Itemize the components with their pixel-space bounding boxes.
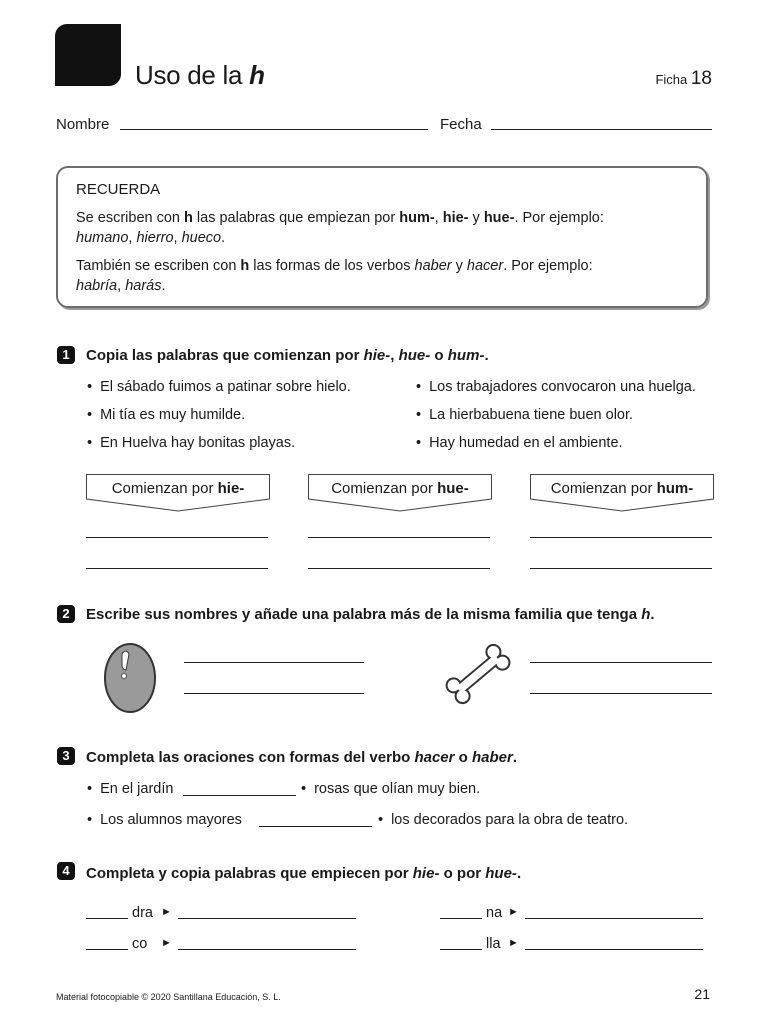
nombre-field[interactable]: [120, 129, 428, 130]
recuerda-box: [56, 166, 708, 308]
tag-box-hue: [308, 474, 492, 514]
header-tab-block: [55, 24, 121, 86]
q4-copy-blank-1[interactable]: [178, 918, 356, 919]
q4-prefix-blank-3[interactable]: [440, 918, 482, 919]
answer-line-hue-2[interactable]: [308, 568, 490, 569]
q1-bullet-left-3: • En Huelva hay bonitas playas.: [87, 435, 295, 451]
ficha-number: 18: [690, 68, 712, 89]
q4-word-part-dra: dra: [132, 905, 153, 921]
answer-line-hue-1[interactable]: [308, 537, 490, 538]
fecha-label: Fecha: [440, 116, 482, 133]
arrow-right-icon: ►: [161, 937, 172, 949]
q3-sentence-1-end: • rosas que olían muy bien.: [301, 781, 480, 797]
question-4-text: Completa y copia palabras que empiecen por hie- o por hue-.: [86, 865, 522, 882]
q1-bullet-right-3: • Hay humedad en el ambiente.: [416, 435, 623, 451]
recuerda-heading: RECUERDA: [76, 181, 161, 198]
bone-icon: [438, 638, 518, 710]
tag-label-hue: Comienzan por hue-: [331, 480, 469, 497]
recuerda-paragraph-2: También se escriben con h las formas de los verbos haber y hacer. Por ejemplo: habría, harás.: [76, 258, 593, 294]
page-number: 21: [694, 986, 710, 1002]
q4-prefix-blank-1[interactable]: [86, 918, 128, 919]
q3-sentence-2-start: • Los alumnos mayores: [87, 812, 242, 828]
ficha-label: Ficha 18: [655, 68, 712, 89]
q1-bullet-right-1: • Los trabajadores convocaron una huelga.: [416, 379, 696, 395]
answer-line-hum-2[interactable]: [530, 568, 712, 569]
footer-copyright: Material fotocopiable © 2020 Santillana Educación, S. L.: [56, 992, 281, 1002]
answer-line-hie-2[interactable]: [86, 568, 268, 569]
q4-copy-blank-4[interactable]: [525, 949, 703, 950]
arrow-right-icon: ►: [508, 906, 519, 918]
fecha-field[interactable]: [491, 129, 712, 130]
question-4-number: 4: [57, 862, 75, 880]
answer-line-hum-1[interactable]: [530, 537, 712, 538]
arrow-right-icon: ►: [508, 937, 519, 949]
answer-line-egg-2[interactable]: [184, 693, 364, 694]
answer-line-egg-1[interactable]: [184, 662, 364, 663]
tag-label-hie: Comienzan por hie-: [111, 480, 245, 497]
q3-blank-1[interactable]: [183, 795, 296, 796]
question-3-text: Completa las oraciones con formas del verbo hacer o haber.: [86, 749, 517, 766]
q4-copy-blank-2[interactable]: [178, 949, 356, 950]
tag-box-hie: [86, 474, 270, 514]
nombre-label: Nombre: [56, 116, 110, 133]
question-3-number: 3: [57, 747, 75, 765]
question-1-number: 1: [57, 346, 75, 364]
q1-bullet-left-1: • El sábado fuimos a patinar sobre hielo.: [87, 379, 351, 395]
answer-line-bone-2[interactable]: [530, 693, 712, 694]
tag-label-hum: Comienzan por hum-: [550, 480, 694, 497]
arrow-right-icon: ►: [161, 906, 172, 918]
page-title: Uso de la h: [135, 60, 265, 90]
q4-copy-blank-3[interactable]: [525, 918, 703, 919]
question-1-text: Copia las palabras que comienzan por hie-, hue- o hum-.: [86, 347, 489, 364]
q4-word-part-lla: lla: [486, 936, 501, 952]
recuerda-paragraph-1: Se escriben con h las palabras que empiezan por hum-, hie- y hue-. Por ejemplo: humano, hierro, hueco.: [76, 210, 604, 246]
q4-word-part-co: co: [132, 936, 148, 952]
tag-box-hum: [530, 474, 714, 514]
q4-word-part-na: na: [486, 905, 503, 921]
q3-sentence-2-end: • los decorados para la obra de teatro.: [378, 812, 628, 828]
q1-bullet-left-2: • Mi tía es muy humilde.: [87, 407, 245, 423]
q4-prefix-blank-4[interactable]: [440, 949, 482, 950]
answer-line-hie-1[interactable]: [86, 537, 268, 538]
question-2-text: Escribe sus nombres y añade una palabra más de la misma familia que tenga h.: [86, 606, 655, 623]
q1-bullet-right-2: • La hierbabuena tiene buen olor.: [416, 407, 633, 423]
question-2-number: 2: [57, 605, 75, 623]
q3-sentence-1-start: • En el jardín: [87, 781, 173, 797]
answer-line-bone-1[interactable]: [530, 662, 712, 663]
q4-prefix-blank-2[interactable]: [86, 949, 128, 950]
egg-icon: [100, 636, 160, 716]
q3-blank-2[interactable]: [259, 826, 372, 827]
